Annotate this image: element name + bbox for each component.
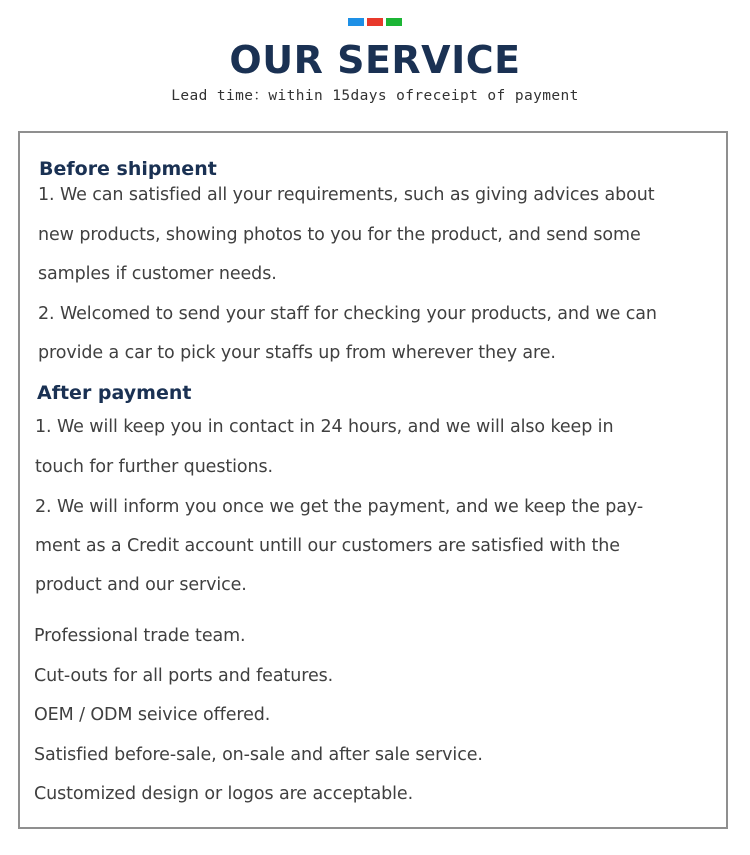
after-payment-line: touch for further questions. [35, 457, 273, 477]
feature-item: Professional trade team. [34, 626, 246, 646]
before-shipment-line: samples if customer needs. [38, 264, 277, 284]
lead-time-subtitle: Lead time：within 15days ofreceipt of payment [171, 88, 579, 104]
after-payment-line: product and our service. [35, 575, 247, 595]
accent-green-block [386, 18, 402, 26]
after-payment-line: 2. We will inform you once we get the payment, and we keep the pay- [35, 497, 644, 517]
page-title: OUR SERVICE [229, 38, 521, 82]
accent-color-bar [348, 18, 402, 26]
before-shipment-line: 1. We can satisfied all your requirements, such as giving advices about [38, 185, 655, 205]
after-payment-line: ment as a Credit account untill our customers are satisfied with the [35, 536, 620, 556]
feature-item: Customized design or logos are acceptable. [34, 784, 414, 804]
feature-item: Cut-outs for all ports and features. [34, 666, 334, 686]
accent-blue-block [348, 18, 364, 26]
before-shipment-line: new products, showing photos to you for the product, and send some [38, 225, 641, 245]
after-payment-heading: After payment [37, 382, 192, 404]
before-shipment-line: provide a car to pick your staffs up from wherever they are. [38, 343, 556, 363]
after-payment-line: 1. We will keep you in contact in 24 hours, and we will also keep in [35, 417, 614, 437]
before-shipment-line: 2. Welcomed to send your staff for checking your products, and we can [38, 304, 657, 324]
feature-item: Satisfied before-sale, on-sale and after sale service. [34, 745, 483, 765]
before-shipment-heading: Before shipment [39, 158, 217, 180]
accent-red-block [367, 18, 383, 26]
feature-item: OEM / ODM seivice offered. [34, 705, 271, 725]
